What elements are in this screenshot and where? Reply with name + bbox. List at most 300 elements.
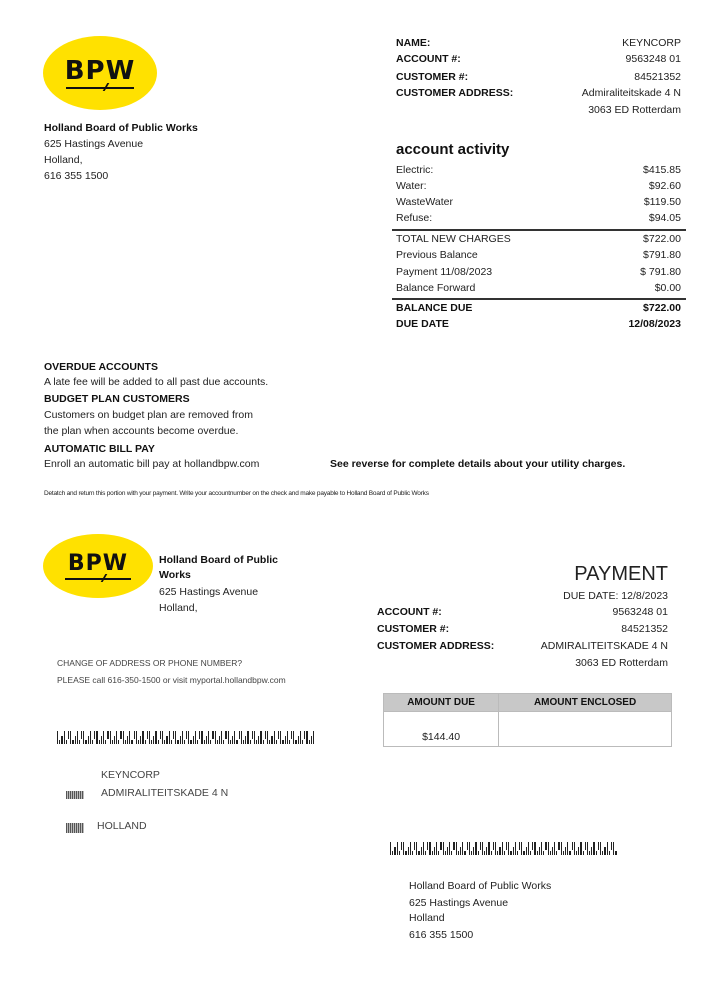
company-street: 625 Hastings Avenue [44, 138, 144, 150]
address-line2: 3063 ED Rotterdam [588, 104, 681, 116]
barcode-bar [234, 731, 235, 744]
activity-label: Payment 11/08/2023 [396, 265, 493, 278]
barcode-bar [173, 731, 174, 739]
activity-value: $415.85 [643, 164, 681, 176]
detach-instructions: Detatch and return this portion with your payment. Write your accountnumber on the check and make payable to Holland Board of Public Works [44, 490, 429, 497]
account-label: ACCOUNT #: [396, 53, 461, 65]
amount-enclosed-header: AMOUNT ENCLOSED [499, 694, 672, 712]
barcode-bar [269, 740, 270, 744]
barcode-bar [182, 731, 183, 744]
activity-title: account activity [396, 141, 510, 158]
stub-customer-label: CUSTOMER #: [377, 623, 450, 635]
barcode-bar [129, 731, 130, 744]
barcode-bar [267, 731, 268, 744]
activity-value: $791.80 [643, 249, 681, 262]
barcode-bar [147, 731, 148, 739]
barcode-bar [304, 731, 305, 739]
barcode-bar [613, 842, 614, 855]
barcode-bar [558, 842, 559, 850]
lightning-bolt-icon [66, 87, 134, 89]
barcode-bar [59, 740, 60, 744]
payment-title: PAYMENT [574, 563, 668, 585]
account-value: 9563248 01 [625, 53, 681, 65]
barcode-bar [528, 842, 529, 855]
barcode-bar [480, 842, 481, 850]
barcode-bar [416, 842, 417, 855]
barcode-bar [280, 731, 281, 744]
stub-company-name-2: Works [159, 569, 191, 581]
barcode-bar [607, 842, 608, 855]
barcode-bar [502, 842, 503, 855]
barcode-bar [105, 740, 106, 744]
barcode-bar [217, 740, 218, 744]
barcode-bar [567, 842, 568, 855]
barcode-bar [550, 851, 551, 855]
return-barcode [390, 842, 617, 855]
barcode-bar [243, 740, 244, 744]
barcode-bar [107, 731, 108, 739]
barcode-bar [392, 851, 393, 855]
barcode-bar [190, 740, 191, 744]
barcode-bar [537, 851, 538, 855]
autopay-title: AUTOMATIC BILL PAY [44, 443, 155, 455]
mail-street: ADMIRALITEITSKADE 4 N [101, 787, 229, 799]
barcode-bar [390, 842, 391, 855]
barcode-bar [453, 842, 454, 850]
barcode-bar [136, 731, 137, 744]
barcode-bar [615, 851, 616, 855]
barcode-bar [394, 847, 395, 855]
barcode-bar [70, 731, 71, 744]
barcode-bar [85, 740, 86, 744]
activity-value: $722.00 [643, 233, 681, 245]
barcode-bar [609, 851, 610, 855]
barcode-bar [158, 740, 159, 744]
stub-company-name-1: Holland Board of Public [159, 554, 279, 566]
stub-address-label: CUSTOMER ADDRESS: [377, 640, 495, 652]
barcode-bar [225, 731, 226, 739]
stub-account-value: 9563248 01 [612, 606, 668, 618]
barcode-bar [563, 851, 564, 855]
barcode-bar [554, 842, 555, 855]
amount-due-value: $144.40 [384, 712, 499, 747]
barcode-bar [580, 842, 581, 855]
barcode-bar [114, 736, 115, 744]
barcode-bar [212, 731, 213, 739]
barcode-bar [478, 851, 479, 855]
barcode-bar [265, 731, 266, 739]
barcode-bar [184, 740, 185, 744]
barcode-bar [134, 731, 135, 739]
barcode-bar [593, 842, 594, 855]
barcode-bar [171, 740, 172, 744]
barcode-bar [572, 842, 573, 850]
barcode-bar [96, 731, 97, 744]
barcode-bar [574, 842, 575, 855]
activity-label: Refuse: [396, 212, 433, 224]
activity-value: $92.60 [648, 180, 681, 192]
barcode-bar [541, 842, 542, 855]
barcode-bar [591, 847, 592, 855]
barcode-bar [201, 731, 202, 744]
activity-label: WasteWater [396, 196, 453, 208]
barcode-bar [258, 736, 259, 744]
barcode-bar [523, 851, 524, 855]
barcode-bar [598, 842, 599, 850]
barcode-bar [399, 851, 400, 855]
amount-due-header: AMOUNT DUE [384, 694, 499, 712]
barcode-bar [561, 842, 562, 855]
barcode-bar [445, 851, 446, 855]
return-street: 625 Hastings Avenue [409, 897, 509, 909]
barcode-bar [64, 731, 65, 744]
barcode-bar [530, 851, 531, 855]
barcode-bar [166, 736, 167, 744]
barcode-bar [436, 842, 437, 855]
barcode-bar [208, 731, 209, 744]
change-address-line2: PLEASE call 616-350-1500 or visit myportal.hollandbpw.com [57, 675, 286, 685]
barcode-bar [61, 736, 62, 744]
barcode-bar [309, 740, 310, 744]
budget-text-2: the plan when accounts become overdue. [44, 425, 239, 437]
barcode-bar [543, 851, 544, 855]
barcode-bar [103, 731, 104, 744]
barcode-bar [423, 842, 424, 855]
barcode-bar [254, 731, 255, 744]
barcode-bar [145, 740, 146, 744]
bpw-logo [43, 36, 157, 110]
barcode-bar [230, 740, 231, 744]
barcode-bar [576, 851, 577, 855]
barcode-bar [186, 731, 187, 739]
barcode-bar [611, 842, 612, 850]
barcode-bar [123, 731, 124, 744]
barcode-bar [293, 731, 294, 744]
barcode-bar [600, 842, 601, 855]
barcode-bar [131, 740, 132, 744]
bpw-logo-stub [43, 534, 153, 598]
barcode-bar [138, 740, 139, 744]
barcode-bar [175, 731, 176, 744]
barcode-bar [228, 731, 229, 744]
barcode-bar [274, 731, 275, 744]
barcode-bar [552, 847, 553, 855]
barcode-bar [77, 731, 78, 744]
barcode-bar [241, 731, 242, 744]
reverse-note: See reverse for complete details about your utility charges. [330, 458, 626, 470]
barcode-bar [149, 731, 150, 744]
barcode-bar [155, 731, 156, 744]
address-line1: Admiraliteitskade 4 N [581, 87, 681, 99]
barcode-bar [206, 736, 207, 744]
barcode-bar [177, 740, 178, 744]
barcode-bar [221, 731, 222, 744]
barcode-bar [510, 851, 511, 855]
barcode-bar [289, 740, 290, 744]
barcode-bar [451, 851, 452, 855]
barcode-bar [587, 842, 588, 855]
barcode-bar [513, 847, 514, 855]
barcode-bar [506, 842, 507, 850]
barcode-bar [88, 736, 89, 744]
barcode-bar [300, 731, 301, 744]
barcode-bar [92, 740, 93, 744]
autopay-text: Enroll an automatic bill pay at hollandbpw.com [44, 458, 260, 470]
barcode-bar [462, 842, 463, 855]
stub-company-street: 625 Hastings Avenue [159, 586, 259, 598]
barcode-bar [438, 851, 439, 855]
barcode-bar [469, 842, 470, 855]
barcode-bar [81, 731, 82, 739]
barcode-bar [278, 731, 279, 739]
barcode-bar [295, 740, 296, 744]
barcode-bar [250, 740, 251, 744]
barcode-bar [491, 851, 492, 855]
barcode-bar [125, 740, 126, 744]
return-city: Holland [409, 912, 445, 924]
barcode-bar [495, 842, 496, 855]
barcode-bar [199, 731, 200, 739]
barcode-bar [467, 842, 468, 850]
balance-due-value: $722.00 [643, 302, 681, 314]
barcode-bar [223, 740, 224, 744]
barcode-bar [401, 842, 402, 850]
activity-label: Electric: [396, 164, 434, 176]
barcode-bar [504, 851, 505, 855]
barcode-bar [519, 842, 520, 850]
activity-value: $119.50 [643, 196, 681, 208]
barcode-bar [397, 842, 398, 855]
return-phone: 616 355 1500 [409, 929, 474, 941]
balance-due-label: BALANCE DUE [396, 302, 473, 314]
company-phone: 616 355 1500 [44, 170, 109, 182]
activity-value: $94.05 [648, 212, 681, 224]
barcode-bar [263, 740, 264, 744]
barcode-bar [412, 851, 413, 855]
barcode-bar [160, 731, 161, 739]
barcode-bar [515, 842, 516, 855]
barcode-bar [471, 851, 472, 855]
barcode-bar [526, 847, 527, 855]
barcode-bar [169, 731, 170, 744]
barcode-bar [256, 740, 257, 744]
barcode-bar [94, 731, 95, 739]
barcode-bar [271, 736, 272, 744]
barcode-bar [414, 842, 415, 850]
barcode-bar [596, 851, 597, 855]
change-address-line1: CHANGE OF ADDRESS OR PHONE NUMBER? [57, 658, 243, 668]
barcode-bar [90, 731, 91, 744]
barcode-bar [140, 736, 141, 744]
address-label: CUSTOMER ADDRESS: [396, 87, 514, 99]
lightning-bolt-icon [65, 578, 131, 580]
due-date-value: 12/08/2023 [628, 318, 681, 330]
barcode-bar [298, 736, 299, 744]
postal-barcode [57, 731, 314, 744]
divider [392, 298, 686, 300]
barcode-bar [440, 842, 441, 850]
barcode-bar [460, 847, 461, 855]
customer-value: 84521352 [634, 71, 681, 83]
barcode-bar [204, 740, 205, 744]
activity-label: Water: [396, 180, 427, 192]
barcode-bar [116, 731, 117, 744]
barcode-bar [232, 736, 233, 744]
barcode-bar [210, 740, 211, 744]
barcode-bar [291, 731, 292, 739]
barcode-bar [306, 731, 307, 744]
barcode-bar [239, 731, 240, 739]
barcode-bar [421, 847, 422, 855]
barcode-bar [79, 740, 80, 744]
barcode-bar [252, 731, 253, 739]
barcode-bar [427, 842, 428, 850]
barcode-bar [497, 851, 498, 855]
activity-label: Balance Forward [396, 281, 476, 294]
barcode-bar [602, 851, 603, 855]
barcode-bar [162, 731, 163, 744]
return-company-name: Holland Board of Public Works [409, 880, 552, 892]
activity-label: TOTAL NEW CHARGES [396, 233, 511, 245]
barcode-bar [578, 847, 579, 855]
budget-title: BUDGET PLAN CUSTOMERS [44, 393, 190, 405]
barcode-bar [408, 847, 409, 855]
activity-label: Previous Balance [396, 249, 478, 262]
barcode-bar [151, 740, 152, 744]
name-value: KEYNCORP [622, 37, 681, 49]
barcode-bar [456, 842, 457, 855]
activity-value: $ 791.80 [640, 265, 681, 278]
barcode-bar [112, 740, 113, 744]
stub-address-line1: ADMIRALITEITSKADE 4 N [540, 640, 668, 652]
barcode-bar [410, 842, 411, 855]
overdue-text: A late fee will be added to all past due accounts. [44, 376, 269, 388]
barcode-bar [276, 740, 277, 744]
barcode-bar [486, 847, 487, 855]
barcode-bar [236, 740, 237, 744]
barcode-bar [127, 736, 128, 744]
mail-city: HOLLAND [97, 820, 147, 832]
barcode-bar [488, 842, 489, 855]
barcode-bar [464, 851, 465, 855]
barcode-bar [482, 842, 483, 855]
barcode-bar [99, 740, 100, 744]
barcode-bar [443, 842, 444, 855]
barcode-bar [475, 842, 476, 855]
barcode-bar [193, 736, 194, 744]
mail-name: KEYNCORP [101, 769, 160, 781]
barcode-bar [449, 842, 450, 855]
barcode-bar [57, 731, 58, 744]
barcode-bar [484, 851, 485, 855]
barcode-bar [188, 731, 189, 744]
barcode-bar [508, 842, 509, 855]
barcode-bar [556, 851, 557, 855]
barcode-bar [195, 731, 196, 744]
barcode-bar [287, 731, 288, 744]
barcode-bar [142, 731, 143, 744]
barcode-bar [583, 851, 584, 855]
stub-due-date: DUE DATE: 12/8/2023 [563, 590, 668, 602]
divider [392, 229, 686, 231]
company-city: Holland, [44, 154, 83, 166]
stub-address-line2: 3063 ED Rotterdam [575, 657, 668, 669]
barcode-bar [219, 736, 220, 744]
stub-account-label: ACCOUNT #: [377, 606, 442, 618]
barcode-bar [432, 851, 433, 855]
barcode-bar [539, 847, 540, 855]
barcode-bar [429, 842, 430, 855]
barcode-bar [548, 842, 549, 855]
barcode-bar [521, 842, 522, 855]
barcode-bar [589, 851, 590, 855]
barcode-bar [285, 736, 286, 744]
barcode-bar [260, 731, 261, 744]
due-date-label: DUE DATE [396, 318, 449, 330]
overdue-title: OVERDUE ACCOUNTS [44, 361, 158, 373]
activity-value: $0.00 [654, 281, 681, 294]
barcode-bar [458, 851, 459, 855]
barcode-bar [565, 847, 566, 855]
stub-company-city: Holland, [159, 602, 198, 614]
barcode-bar [215, 731, 216, 744]
barcode-bar [72, 740, 73, 744]
budget-text-1: Customers on budget plan are removed from [44, 409, 253, 421]
name-label: NAME: [396, 37, 431, 49]
logo-text: BPW [67, 550, 129, 576]
amount-enclosed-field[interactable] [499, 712, 672, 747]
barcode-bar [425, 851, 426, 855]
barcode-bar [545, 842, 546, 850]
barcode-bar [247, 731, 248, 744]
barcode-bar [302, 740, 303, 744]
barcode-bar [311, 736, 312, 744]
barcode-bar [66, 740, 67, 744]
barcode-bar [110, 731, 111, 744]
barcode-bar [68, 731, 69, 739]
barcode-bar [447, 847, 448, 855]
barcode-bar [473, 847, 474, 855]
barcode-bar [493, 842, 494, 850]
mail-code-icon [66, 791, 84, 799]
barcode-bar [405, 851, 406, 855]
barcode-bar [532, 842, 533, 850]
barcode-bar [604, 847, 605, 855]
barcode-bar [569, 851, 570, 855]
barcode-bar [75, 736, 76, 744]
barcode-bar [120, 731, 121, 739]
company-name: Holland Board of Public Works [44, 122, 198, 134]
barcode-bar [118, 740, 119, 744]
barcode-bar [434, 847, 435, 855]
barcode-bar [282, 740, 283, 744]
barcode-bar [83, 731, 84, 744]
barcode-bar [180, 736, 181, 744]
barcode-bar [197, 740, 198, 744]
barcode-bar [585, 842, 586, 850]
barcode-bar [164, 740, 165, 744]
barcode-bar [418, 851, 419, 855]
barcode-bar [313, 731, 314, 744]
logo-text: BPW [64, 55, 136, 86]
barcode-bar [534, 842, 535, 855]
barcode-bar [245, 736, 246, 744]
customer-label: CUSTOMER #: [396, 71, 469, 83]
barcode-bar [403, 842, 404, 855]
stub-customer-value: 84521352 [621, 623, 668, 635]
barcode-bar [101, 736, 102, 744]
barcode-bar [499, 847, 500, 855]
